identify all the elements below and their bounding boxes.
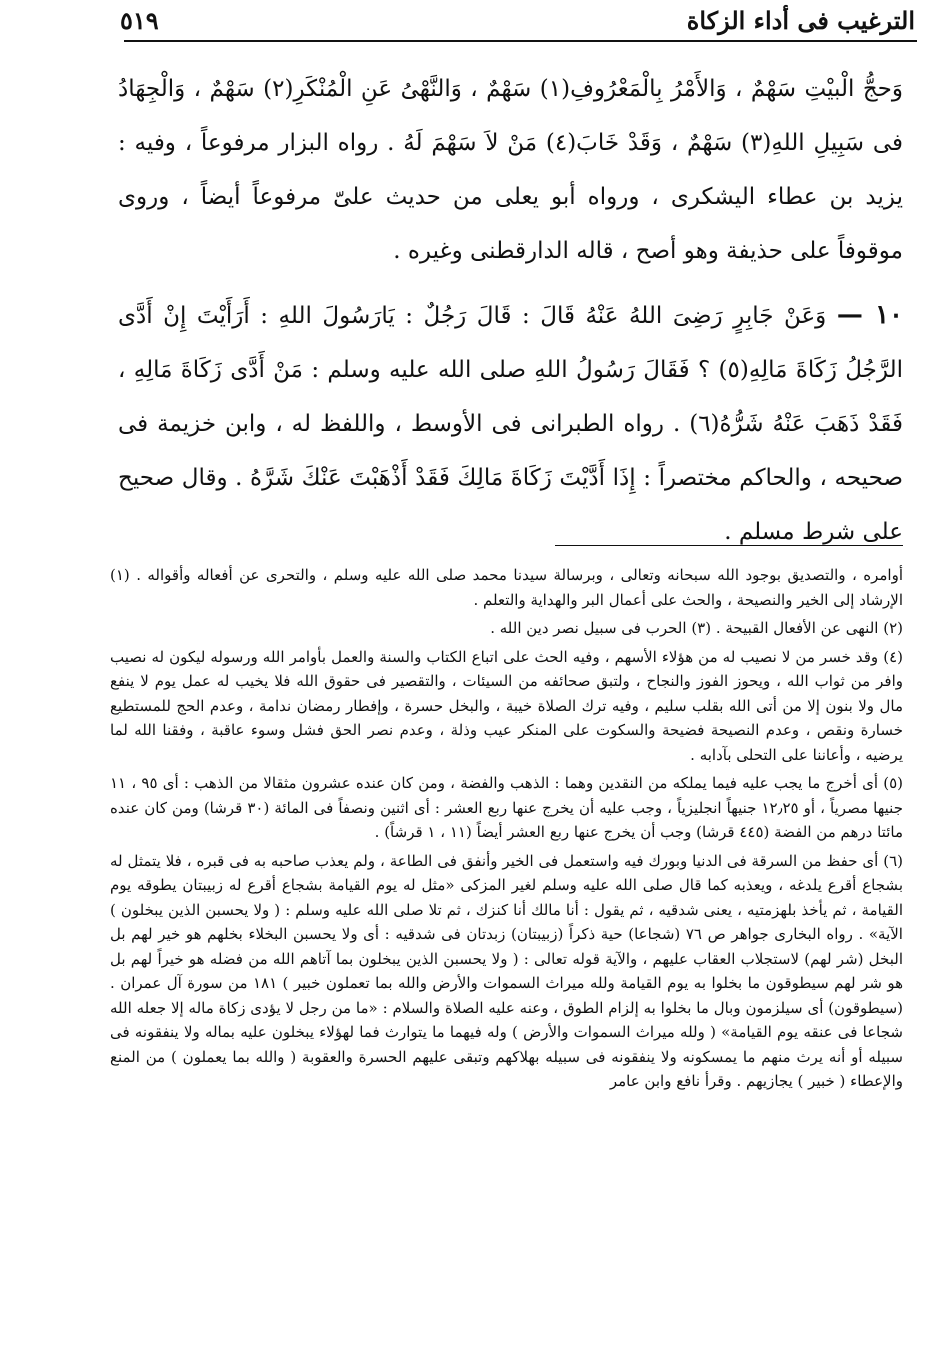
footnote: (٥) أى أخرج ما يجب عليه فيما يملكه من النقدين وهما : الذهب والفضة ، ومن كان عنده عشرون مثقالا من الذهب : أى ٩٥ ، ١١ جنيها مصرياً ، أو ١٢٫٢٥ جنيهاً انجليزياً ، وجب عليه أن يخرج عنها ربع العشر : أى اثنين ونصفاً فى المائة (٣٠ قرشا) ومن كان عنده مائتا درهم من الفضة (٤٤٥ قرشا) وجب أن يخرج عنها ربع العشر أيضاً (١١ ، ١ قرشاً) . (110, 774, 903, 841)
footnote-separator (555, 545, 903, 546)
hadith-paragraph (118, 288, 903, 559)
footnote: (٢) النهى عن الأفعال القبيحة . (٣) الحرب فى سبيل نصر دين الله . (490, 619, 903, 637)
main-text (118, 62, 903, 559)
header-rule (124, 40, 917, 42)
footnote: أوامره ، والتصديق بوجود الله سبحانه وتعالى ، وبرسالة سيدنا محمد صلى الله عليه وسلم ، والتحرى عن أفعاله وأقواله . (١) الإرشاد إلى الخير والنصيحة ، والحث على أعمال البر والهداية والتعلم . (110, 566, 903, 609)
footnote: (٤) وقد خسر من لا نصيب له من هؤلاء الأسهم ، وفيه الحث على اتباع الكتاب والسنة والعمل بأوامر الله ورسوله ليكون له نصيب وافر من ثواب الله ، ويحوز الفوز والنجاح ، ولتبق صحائفه من السيئات ، والتقصير فى حقوق الله فلا يخيب له عمل يوم لا ينفع مال ولا بنون إلا من أتى الله بقلب سليم ، وفيه ترك الصلاة خيبة ، والبخل حسرة ، وإفطار رمضان ندامة ، وعدم الحج للمستطيع خسارة ونقص ، وعدم النصيحة فضيحة والسكوت على المنكر عيب وذلة ، وعدم نصر الحق فشل وسوء عاقبة ، وفقنا الله لما يرضيه ، وأعاننا على التحلى بآدابه . (110, 647, 903, 764)
page-number: ٥١٩ (120, 5, 159, 35)
main-paragraph: وَحجُّ الْبيْتِ سَهْمٌ ، وَالأَمْرُ بِالْمَعْرُوفِ(١) سَهْمٌ ، وَالنَّهْىُ عَنِ الْمُنْكَرِ(٢) سَهْمٌ ، وَالْجِهَادُ فى سَبِيلِ اللهِ(٣) سَهْمٌ ، وَقَدْ خَابَ(٤) مَنْ لاَ سَهْمَ لَهُ . رواه البزار مرفوعاً ، وفيه : يزيد بن عطاء اليشكرى ، ورواه أبو يعلى من حديث علىّ مرفوعاً أيضاً ، وروى موقوفاً على حذيفة وهو أصح ، قاله الدارقطنى وغيره . (118, 76, 903, 264)
footnotes (110, 563, 903, 1098)
footnote: (٦) أى حفظ من السرقة فى الدنيا وبورك فيه واستعمل فى الخير وأنفق فى الطاعة ، ولم يعذب صاحبه به فى قبره ، فلا يتمثل له بشجاع أقرع يلدغه ، ويعذبه كما قال صلى الله عليه وسلم لغير المزكى «مثل له يوم القيامة بشجاع أقرع له زبيبتان يطوقه يوم القيامة ، ثم يأخذ بلهزمتيه ، يعنى شدقيه ، ثم يقول : أنا مالك أنا كنزك ، ثم تلا صلى الله عليه وسلم : ( ولا يحسبن الذين يبخلون ) الآية» . رواه البخارى جواهر ص ٧٦ (شجاعا) حية ذكراً (زبيبتان) زبدتان فى شدقيه : أى ولا يحسبن البخلاء بخلهم هو خير لهم بل البخل (شر لهم) لاستجلاب العقاب عليهم ، والآية قوله تعالى : ( ولا يحسبن الذين يبخلون بما آتاهم الله من فضله هو خيراً لهم بل هو شر لهم سيطوقون ما بخلوا به يوم القيامة ولله ميراث السموات والأرض والله بما تعملون خبير ) ١٨١ من سورة آل عمران . (سيطوقون) أى سيلزمون وبال ما بخلوا به إلزام الطوق ، وعنه عليه الصلاة والسلام : «ما من رجل لا يؤدى زكاة ماله إلا جعله الله شجاعا فى عنقه يوم القيامة» ( ولله ميراث السموات والأرض ) وله فيهما ما يتوارث فما لهؤلاء يبخلون عليه بماله ولا ينفقونه فى سبيله أو أنه يرث منهم ما يمسكونه ولا ينفقونه فى سبيله بهلاكهم وتبقى عليهم الحسرة والعقوبة ( والله بما يعملون ) من المنع والإعطاء ( خبير ) يجازيهم . وقرأ نافع وابن عامر (110, 851, 903, 1090)
running-title: الترغيب فى أداء الزكاة (686, 5, 915, 35)
hadith-number: ١٠ — (836, 300, 903, 330)
hadith-text: وَعَنْ جَابِرٍ رَضِىَ اللهُ عَنْهُ قَالَ : قَالَ رَجُلٌ : يَارَسُولَ اللهِ : أَرَأَيْتَ إِنْ أَدَّى الرَّجُلُ زَكَاةَ مَالِهِ(٥) ؟ فَقَالَ رَسُولُ اللهِ صلى الله عليه وسلم : مَنْ أَدَّى زَكَاةَ مَالِهِ ، فَقَدْ ذَهَبَ عَنْهُ شَرُّهُ(٦) . رواه الطبرانى فى الأوسط ، واللفظ له ، وابن خزيمة فى صحيحه ، والحاكم مختصراً : إِذَا أَدَّيْتَ زَكَاةَ مَالِكَ فَقَدْ أَذْهَبْتَ عَنْكَ شَرَّهُ . وقال صحيح على شرط مسلم . (118, 303, 903, 545)
page-header (120, 4, 915, 36)
